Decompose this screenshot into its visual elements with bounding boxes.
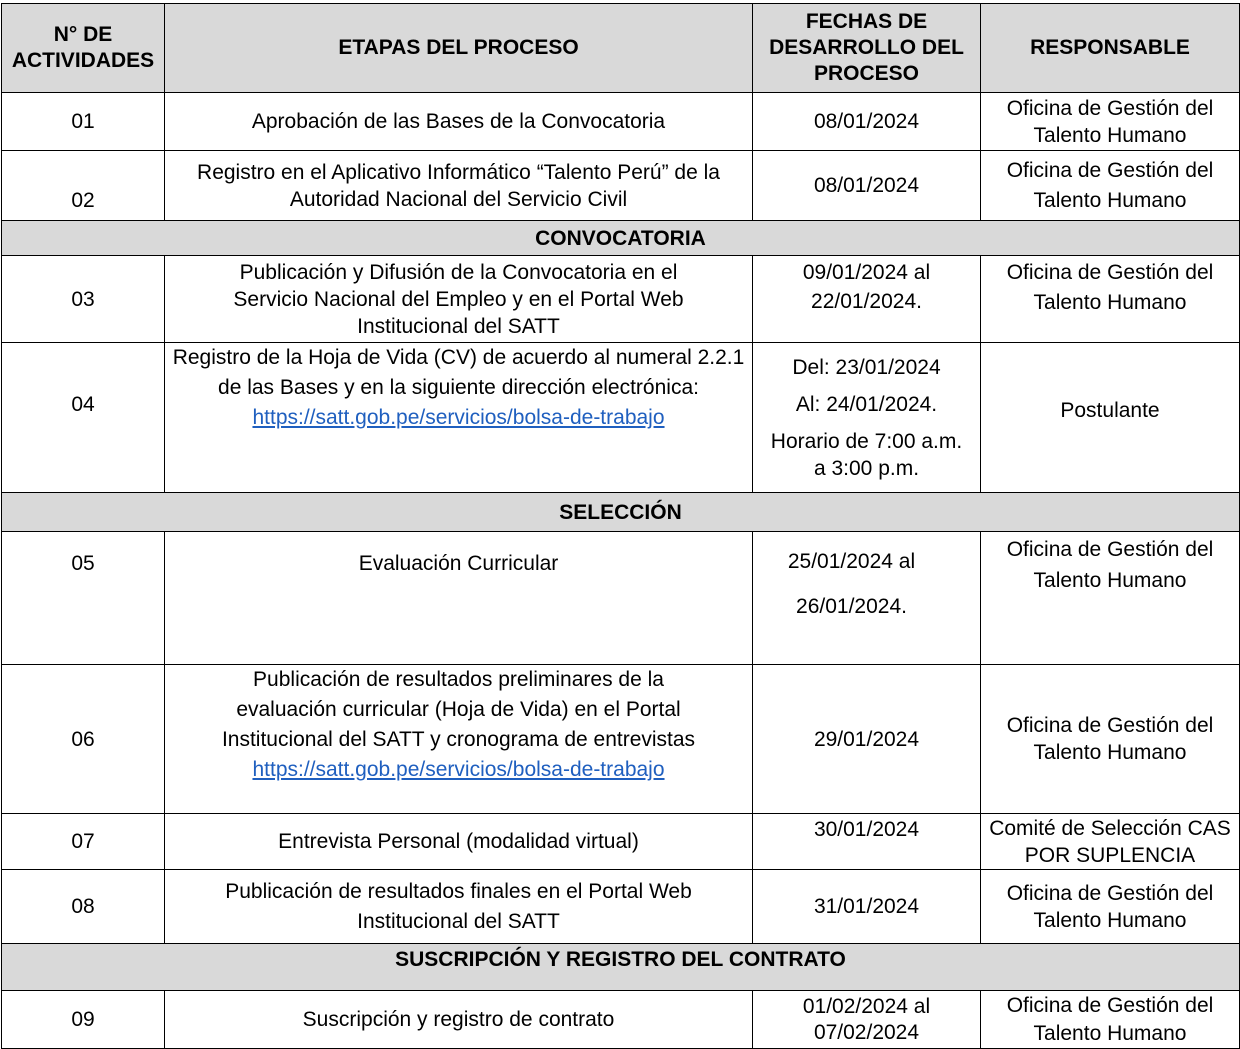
activity-date-cell bbox=[753, 532, 981, 665]
activity-number: 08 bbox=[2, 870, 165, 944]
activity-stage: Aprobación de las Bases de la Convocatoria bbox=[165, 93, 753, 151]
activity-responsible: Oficina de Gestión del Talento Humano bbox=[981, 93, 1240, 151]
job-board-link[interactable]: https://satt.gob.pe/servicios/bolsa-de-trabajo bbox=[252, 758, 665, 781]
activity-stage: Suscripción y registro de contrato bbox=[165, 991, 753, 1049]
job-board-link[interactable]: https://satt.gob.pe/servicios/bolsa-de-trabajo bbox=[252, 406, 665, 429]
activity-number: 02 bbox=[2, 151, 165, 221]
activity-number: 07 bbox=[2, 814, 165, 870]
activity-date: 08/01/2024 bbox=[753, 151, 981, 221]
activity-stage: Publicación de resultados preliminares de la evaluación curricular (Hoja de Vida) en el Portal Institucional del SATT y cronograma de entrevistas bbox=[221, 668, 696, 751]
section-row bbox=[2, 221, 1240, 256]
activity-number: 04 bbox=[2, 343, 165, 493]
date-line: Al: 24/01/2024. bbox=[795, 392, 938, 416]
section-convocatoria: CONVOCATORIA bbox=[2, 221, 1240, 256]
table-row bbox=[2, 151, 1240, 221]
activity-responsible: Oficina de Gestión del Talento Humano bbox=[981, 256, 1240, 343]
table-row bbox=[2, 814, 1240, 870]
activity-date: 01/02/2024 al 07/02/2024 bbox=[753, 991, 981, 1049]
activity-responsible: Postulante bbox=[981, 343, 1240, 493]
process-schedule-table bbox=[1, 3, 1240, 1049]
activity-date: 08/01/2024 bbox=[753, 93, 981, 151]
table-row bbox=[2, 256, 1240, 343]
table-row bbox=[2, 343, 1240, 493]
activity-date: 31/01/2024 bbox=[753, 870, 981, 944]
activity-responsible: Oficina de Gestión del Talento Humano bbox=[981, 151, 1240, 221]
activity-number: 03 bbox=[2, 256, 165, 343]
activity-responsible: Oficina de Gestión del Talento Humano bbox=[981, 532, 1240, 665]
section-contrato: SUSCRIPCIÓN Y REGISTRO DEL CONTRATO bbox=[2, 944, 1240, 991]
activity-stage-cell bbox=[165, 665, 753, 814]
activity-date: 30/01/2024 bbox=[753, 814, 981, 870]
table-row bbox=[2, 532, 1240, 665]
activity-responsible: Oficina de Gestión del Talento Humano bbox=[981, 991, 1240, 1049]
activity-number: 01 bbox=[2, 93, 165, 151]
table-row bbox=[2, 991, 1240, 1049]
date-line: 26/01/2024. bbox=[796, 595, 907, 618]
table-row bbox=[2, 870, 1240, 944]
activity-stage-cell bbox=[165, 343, 753, 493]
activity-responsible: Comité de Selección CAS POR SUPLENCIA bbox=[981, 814, 1240, 870]
activity-number: 09 bbox=[2, 991, 165, 1049]
activity-date-cell bbox=[753, 343, 981, 493]
activity-stage: Publicación de resultados finales en el Portal Web Institucional del SATT bbox=[165, 870, 753, 944]
activity-date: 29/01/2024 bbox=[753, 665, 981, 814]
section-seleccion: SELECCIÓN bbox=[2, 493, 1240, 532]
activity-number: 05 bbox=[2, 532, 165, 665]
date-line: Del: 23/01/2024 bbox=[792, 355, 941, 379]
header-dates: FECHAS DE DESARROLLO DEL PROCESO bbox=[753, 4, 981, 93]
activity-stage: Registro de la Hoja de Vida (CV) de acuerdo al numeral 2.2.1 de las Bases y en la siguiente dirección electrónica: bbox=[172, 346, 745, 399]
activity-stage: Evaluación Curricular bbox=[165, 532, 753, 665]
activity-stage: Registro en el Aplicativo Informático “Talento Perú” de la Autoridad Nacional del Servicio Civil bbox=[165, 151, 753, 221]
activity-stage: Entrevista Personal (modalidad virtual) bbox=[165, 814, 753, 870]
header-responsible: RESPONSABLE bbox=[981, 4, 1240, 93]
date-line: Horario de 7:00 a.m. a 3:00 p.m. bbox=[770, 429, 963, 480]
activity-stage: Publicación y Difusión de la Convocatoria en el Servicio Nacional del Empleo y en el Portal Web Institucional del SATT bbox=[165, 256, 753, 343]
header-num: N° DE ACTIVIDADES bbox=[2, 4, 165, 93]
header-stage: ETAPAS DEL PROCESO bbox=[165, 4, 753, 93]
activity-date: 09/01/2024 al 22/01/2024. bbox=[753, 256, 981, 343]
date-line: 25/01/2024 al bbox=[787, 550, 916, 573]
activity-responsible: Oficina de Gestión del Talento Humano bbox=[981, 870, 1240, 944]
header-row bbox=[2, 4, 1240, 93]
table-row bbox=[2, 93, 1240, 151]
activity-responsible: Oficina de Gestión del Talento Humano bbox=[981, 665, 1240, 814]
section-row bbox=[2, 493, 1240, 532]
table-row bbox=[2, 665, 1240, 814]
section-row bbox=[2, 944, 1240, 991]
activity-number: 06 bbox=[2, 665, 165, 814]
